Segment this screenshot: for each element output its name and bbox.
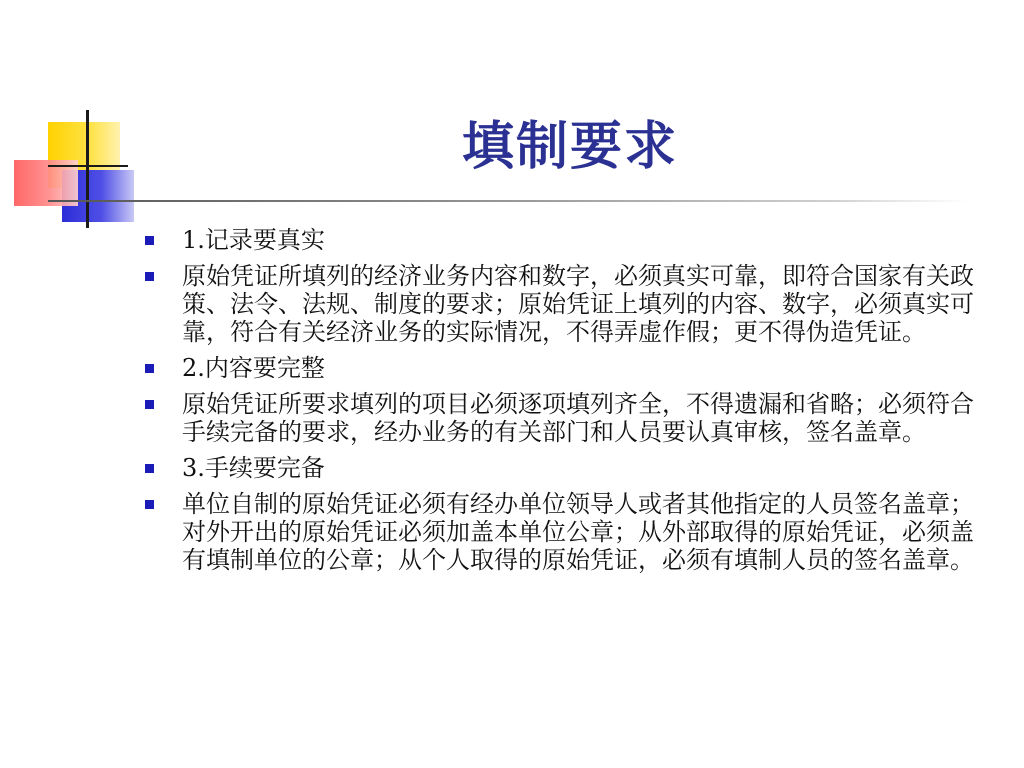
list-item <box>142 226 992 254</box>
square-bullet-icon <box>145 400 154 409</box>
list-item-text: 3.手续要完备 <box>182 454 325 482</box>
list-item-text: 原始凭证所要求填列的项目必须逐项填列齐全，不得遗漏和省略；必须符合手续完备的要求，经办业务的有关部门和人员要认真审核，签名盖章。 <box>182 390 974 446</box>
list-item-text: 1.记录要真实 <box>182 226 325 254</box>
list-item <box>142 390 992 446</box>
list-item-text: 单位自制的原始凭证必须有经办单位领导人或者其他指定的人员签名盖章；对外开出的原始凭证必须加盖本单位公章；从外部取得的原始凭证，必须盖有填制单位的公章；从个人取得的原始凭证，必须有填制人员的签名盖章。 <box>182 490 974 574</box>
title-divider-line <box>48 200 968 202</box>
list-item <box>142 454 992 482</box>
list-item-text: 原始凭证所填列的经济业务内容和数字，必须真实可靠，即符合国家有关政策、法令、法规、制度的要求；原始凭证上填列的内容、数字，必须真实可靠，符合有关经济业务的实际情况，不得弄虚作假；更不得伪造凭证。 <box>182 262 974 346</box>
list-item-text: 2.内容要完整 <box>182 354 325 382</box>
corner-decoration <box>0 0 160 240</box>
square-bullet-icon <box>145 464 154 473</box>
square-bullet-icon <box>145 500 154 509</box>
decor-vertical-line <box>86 110 89 228</box>
decor-short-horizontal-line <box>48 165 128 167</box>
square-bullet-icon <box>145 272 154 281</box>
slide-title: 填制要求 <box>461 116 678 177</box>
square-bullet-icon <box>145 236 154 245</box>
list-item <box>142 354 992 382</box>
square-bullet-icon <box>145 364 154 373</box>
list-item <box>142 490 992 574</box>
list-item <box>142 262 992 346</box>
bullet-list <box>142 226 992 582</box>
